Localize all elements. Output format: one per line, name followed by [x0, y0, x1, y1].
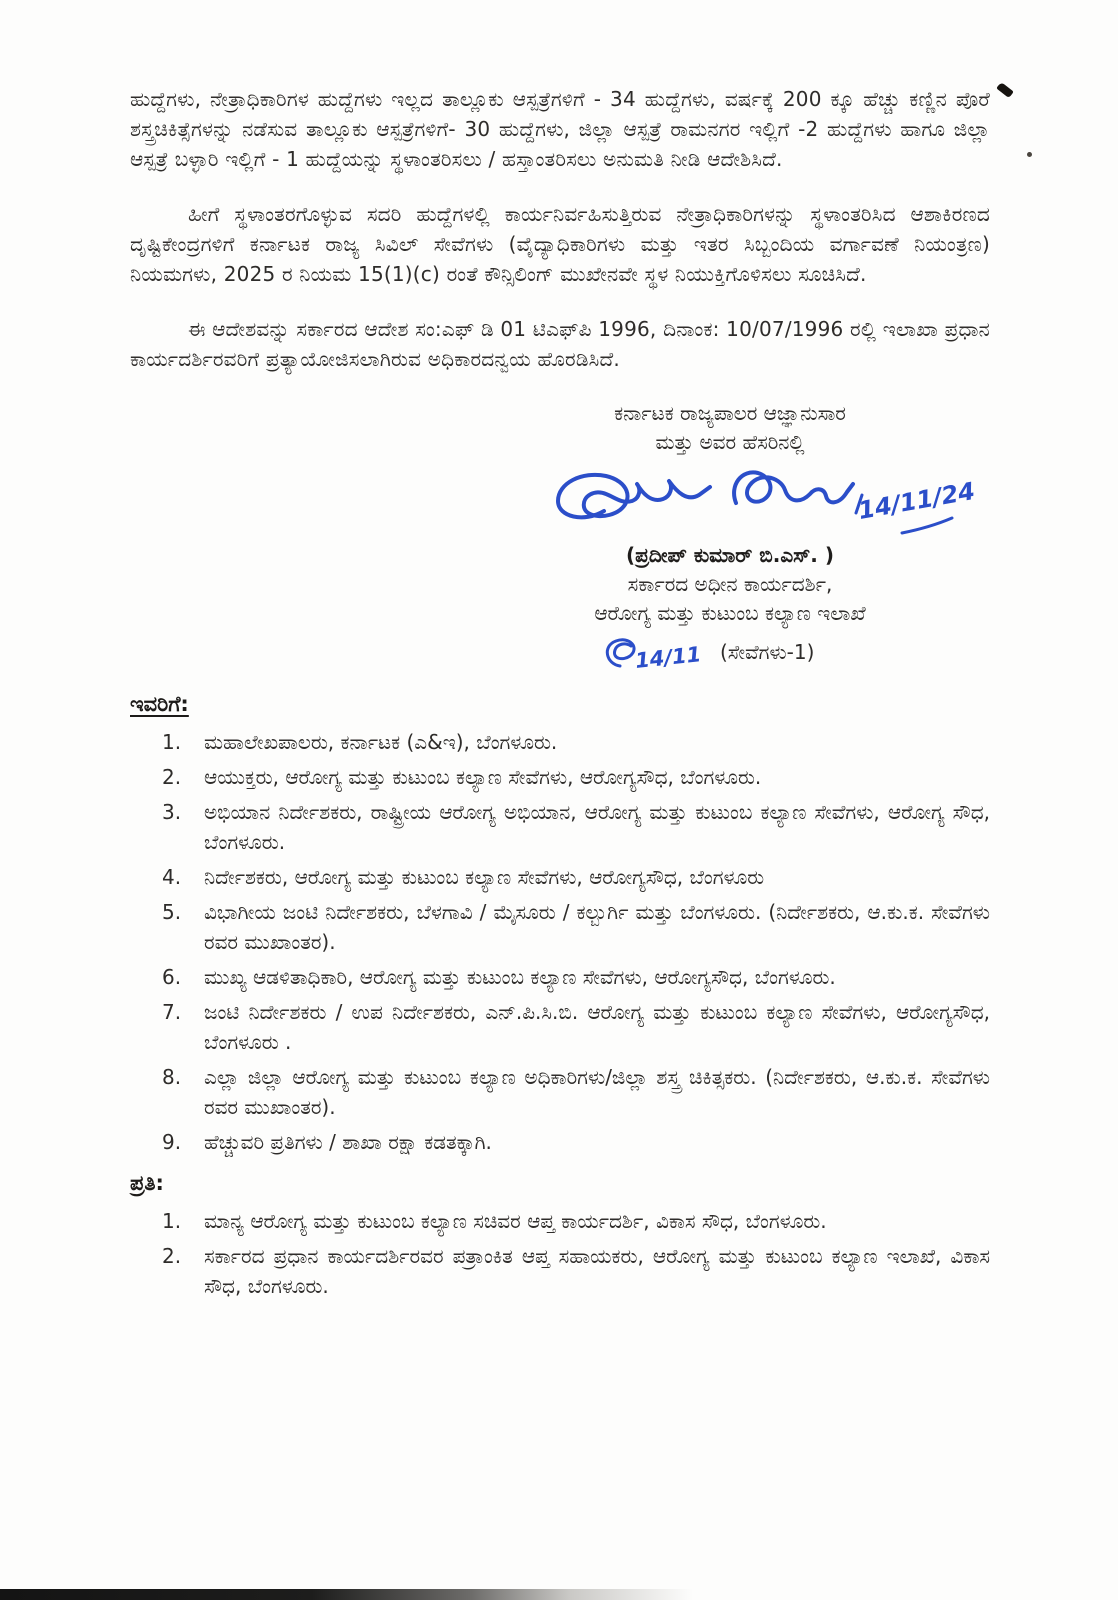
list-item-number: 1. — [162, 730, 182, 754]
list-item-number: 2. — [162, 765, 182, 789]
list-item-text: ವಿಭಾಗೀಯ ಜಂಟಿ ನಿರ್ದೇಶಕರು, ಬೆಳಗಾವಿ / ಮೈಸೂರು / ಕಲ್ಬುರ್ಗಿ ಮತ್ತು ಬೆಂಗಳೂರು. (ನಿರ್ದೇಶಕರು, ಆ.ಕು.ಕ. ಸೇವೆಗಳು ರವರ ಮುಖಾಂತರ). — [204, 900, 990, 954]
to-section-heading: ಇವರಿಗೆ: — [130, 692, 189, 716]
list-item — [130, 1206, 990, 1236]
list-item-number: 3. — [162, 800, 182, 824]
list-item-number: 7. — [162, 1000, 182, 1024]
list-item — [130, 997, 990, 1057]
list-item — [130, 762, 990, 792]
list-item — [130, 897, 990, 957]
list-item-text: ಮಾನ್ಯ ಆರೋಗ್ಯ ಮತ್ತು ಕುಟುಂಬ ಕಲ್ಯಾಣ ಸಚಿವರ ಆಪ್ತ ಕಾರ್ಯದರ್ಶಿ, ವಿಕಾಸ ಸೌಧ, ಬೆಂಗಳೂರು. — [204, 1209, 827, 1233]
list-item-text: ಸರ್ಕಾರದ ಪ್ರಧಾನ ಕಾರ್ಯದರ್ಶಿರವರ ಪತ್ರಾಂಕಿತ ಆಪ್ತ ಸಹಾಯಕರು, ಆರೋಗ್ಯ ಮತ್ತು ಕುಟುಂಬ ಕಲ್ಯಾಣ ಇಲಾಖೆ, ವಿಕಾಸ ಸೌಧ, ಬೆಂಗಳೂರು. — [204, 1244, 990, 1298]
copy-list — [130, 1206, 990, 1301]
paragraph-posts-transfer: ಹುದ್ದೆಗಳು, ನೇತ್ರಾಧಿಕಾರಿಗಳ ಹುದ್ದೆಗಳು ಇಲ್ಲದ ತಾಲ್ಲೂಕು ಆಸ್ಪತ್ರೆಗಳಿಗೆ - 34 ಹುದ್ದೆಗಳು, ವರ್ಷಕ್ಕೆ 200 ಕ್ಕೂ ಹೆಚ್ಚು ಕಣ್ಣಿನ ಪೊರೆ ಶಸ್ತ್ರಚಿಕಿತ್ಸೆಗಳನ್ನು ನಡೆಸುವ ತಾಲ್ಲೂಕು ಆಸ್ಪತ್ರೆಗಳಿಗೆ- 30 ಹುದ್ದೆಗಳು, ಜಿಲ್ಲಾ ಆಸ್ಪತ್ರೆ ರಾಮನಗರ ಇಲ್ಲಿಗೆ -2 ಹುದ್ದೆಗಳು ಹಾಗೂ ಜಿಲ್ಲಾ ಆಸ್ಪತ್ರೆ ಬಳ್ಳಾರಿ ಇಲ್ಲಿಗೆ - 1 ಹುದ್ದೆಯನ್ನು ಸ್ಥಳಾಂತರಿಸಲು / ಹಸ್ತಾಂತರಿಸಲು ಅನುಮತಿ ನೀಡಿ ಆದೇಶಿಸಿದೆ. — [130, 87, 990, 171]
copy-section-heading: ಪ್ರತಿ: — [130, 1171, 164, 1195]
list-item-number: 9. — [162, 1130, 182, 1154]
list-item-number: 6. — [162, 965, 182, 989]
ink-smudge-mark — [996, 82, 1014, 98]
list-item-text: ಮುಖ್ಯ ಆಡಳಿತಾಧಿಕಾರಿ, ಆರೋಗ್ಯ ಮತ್ತು ಕುಟುಂಬ ಕಲ್ಯಾಣ ಸೇವೆಗಳು, ಆರೋಗ್ಯಸೌಧ, ಬೆಂಗಳೂರು. — [204, 965, 836, 989]
list-item — [130, 727, 990, 757]
list-item-number: 2. — [162, 1244, 182, 1268]
list-item — [130, 1241, 990, 1301]
paragraph-counselling-rule: ಹೀಗೆ ಸ್ಥಳಾಂತರಗೊಳ್ಳುವ ಸದರಿ ಹುದ್ದೆಗಳಲ್ಲಿ ಕಾರ್ಯನಿರ್ವಹಿಸುತ್ತಿರುವ ನೇತ್ರಾಧಿಕಾರಿಗಳನ್ನು ಸ್ಥಳಾಂತರಿಸಿದ ಆಶಾಕಿರಣದ ದೃಷ್ಟಿಕೇಂದ್ರಗಳಿಗೆ ಕರ್ನಾಟಕ ರಾಜ್ಯ ಸಿವಿಲ್ ಸೇವೆಗಳು (ವೈದ್ಯಾಧಿಕಾರಿಗಳು ಮತ್ತು ಇತರ ಸಿಬ್ಬಂದಿಯ ವರ್ಗಾವಣೆ ನಿಯಂತ್ರಣ) ನಿಯಮಗಳು, 2025 ರ ನಿಯಮ 15(1)(c) ರಂತೆ ಕೌನ್ಸಿಲಿಂಗ್ ಮುಖೇನವೇ ಸ್ಥಳ ನಿಯುಕ್ತಿಗೊಳಿಸಲು ಸೂಚಿಸಿದೆ. — [130, 202, 990, 286]
list-item-number: 4. — [162, 865, 182, 889]
list-item-text: ಎಲ್ಲಾ ಜಿಲ್ಲಾ ಆರೋಗ್ಯ ಮತ್ತು ಕುಟುಂಬ ಕಲ್ಯಾಣ ಅಧಿಕಾರಿಗಳು/ಜಿಲ್ಲಾ ಶಸ್ತ್ರ ಚಿಕಿತ್ಸಕರು. (ನಿರ್ದೇಶಕರು, ಆ.ಕು.ಕ. ಸೇವೆಗಳು ರವರ ಮುಖಾಂತರ). — [204, 1065, 990, 1119]
section-label: (ಸೇವೆಗಳು-1) — [720, 640, 815, 664]
list-item-number: 5. — [162, 900, 182, 924]
scan-edge-artifact — [0, 1589, 693, 1600]
signatory-title: ಸರ್ಕಾರದ ಅಧೀನ ಕಾರ್ಯದರ್ಶಿ, — [627, 572, 833, 596]
list-item — [130, 1062, 990, 1122]
handwritten-signature — [510, 461, 1010, 539]
list-item-number: 8. — [162, 1065, 182, 1089]
handwritten-initial-icon — [598, 634, 718, 680]
initial-date: 14/11 — [634, 642, 703, 673]
signatory-name: (ಪ್ರದೀಪ್ ಕುಮಾರ್ ಬಿ.ಎಸ್. ) — [626, 543, 834, 567]
list-item — [130, 1127, 990, 1157]
list-item-text: ಆಯುಕ್ತರು, ಆರೋಗ್ಯ ಮತ್ತು ಕುಟುಂಬ ಕಲ್ಯಾಣ ಸೇವೆಗಳು, ಆರೋಗ್ಯಸೌಧ, ಬೆಂಗಳೂರು. — [204, 765, 762, 789]
signature-block — [510, 399, 977, 678]
list-item-text: ಜಂಟಿ ನಿರ್ದೇಶಕರು / ಉಪ ನಿರ್ದೇಶಕರು, ಎನ್.ಪಿ.ಸಿ.ಬಿ. ಆರೋಗ್ಯ ಮತ್ತು ಕುಟುಂಬ ಕಲ್ಯಾಣ ಸೇವೆಗಳು, ಆರೋಗ್ಯಸೌಧ, ಬೆಂಗಳೂರು . — [204, 1000, 990, 1054]
signature-ink-icon — [540, 461, 980, 539]
list-item-number: 1. — [162, 1209, 182, 1233]
document-content — [130, 84, 990, 1306]
list-item-text: ಮಹಾಲೇಖಪಾಲರು, ಕರ್ನಾಟಕ (ಎ&ಇ), ಬೆಂಗಳೂರು. — [204, 730, 558, 754]
signature-date: 14/11/24 — [856, 476, 977, 525]
signatory-department: ಆರೋಗ್ಯ ಮತ್ತು ಕುಟುಂಬ ಕಲ್ಯಾಣ ಇಲಾಖೆ — [594, 601, 866, 625]
to-list — [130, 727, 990, 1157]
list-item-text: ಅಭಿಯಾನ ನಿರ್ದೇಶಕರು, ರಾಷ್ಟ್ರೀಯ ಆರೋಗ್ಯ ಅಭಿಯಾನ, ಆರೋಗ್ಯ ಮತ್ತು ಕುಟುಂಬ ಕಲ್ಯಾಣ ಸೇವೆಗಳು, ಆರೋಗ್ಯ ಸೌಧ, ಬೆಂಗಳೂರು. — [204, 800, 990, 854]
list-item — [130, 962, 990, 992]
list-item — [130, 862, 990, 892]
by-order-line-2: ಮತ್ತು ಅವರ ಹೆಸರಿನಲ್ಲಿ — [655, 430, 805, 454]
section-label-row — [510, 632, 950, 678]
list-item — [130, 797, 990, 857]
list-item-text: ಹೆಚ್ಚುವರಿ ಪ್ರತಿಗಳು / ಶಾಖಾ ರಕ್ಷಾ ಕಡತಕ್ಕಾಗಿ. — [204, 1130, 492, 1154]
by-order-line-1: ಕರ್ನಾಟಕ ರಾಜ್ಯಪಾಲರ ಆಜ್ಞಾನುಸಾರ — [614, 401, 846, 425]
list-item-text: ನಿರ್ದೇಶಕರು, ಆರೋಗ್ಯ ಮತ್ತು ಕುಟುಂಬ ಕಲ್ಯಾಣ ಸೇವೆಗಳು, ಆರೋಗ್ಯಸೌಧ, ಬೆಂಗಳೂರು — [204, 865, 765, 889]
paragraph-order-authority: ಈ ಆದೇಶವನ್ನು ಸರ್ಕಾರದ ಆದೇಶ ಸಂ:ಎಫ್ ಡಿ 01 ಟಿಎಫ್‌ಪಿ 1996, ದಿನಾಂಕ: 10/07/1996 ರಲ್ಲಿ ಇಲಾಖಾ ಪ್ರಧಾನ ಕಾರ್ಯದರ್ಶಿರವರಿಗೆ ಪ್ರತ್ಯಾಯೋಜಿಸಲಾಗಿರುವ ಅಧಿಕಾರದನ್ವಯ ಹೊರಡಿಸಿದೆ. — [130, 317, 990, 371]
ink-dot-mark — [1027, 152, 1032, 157]
